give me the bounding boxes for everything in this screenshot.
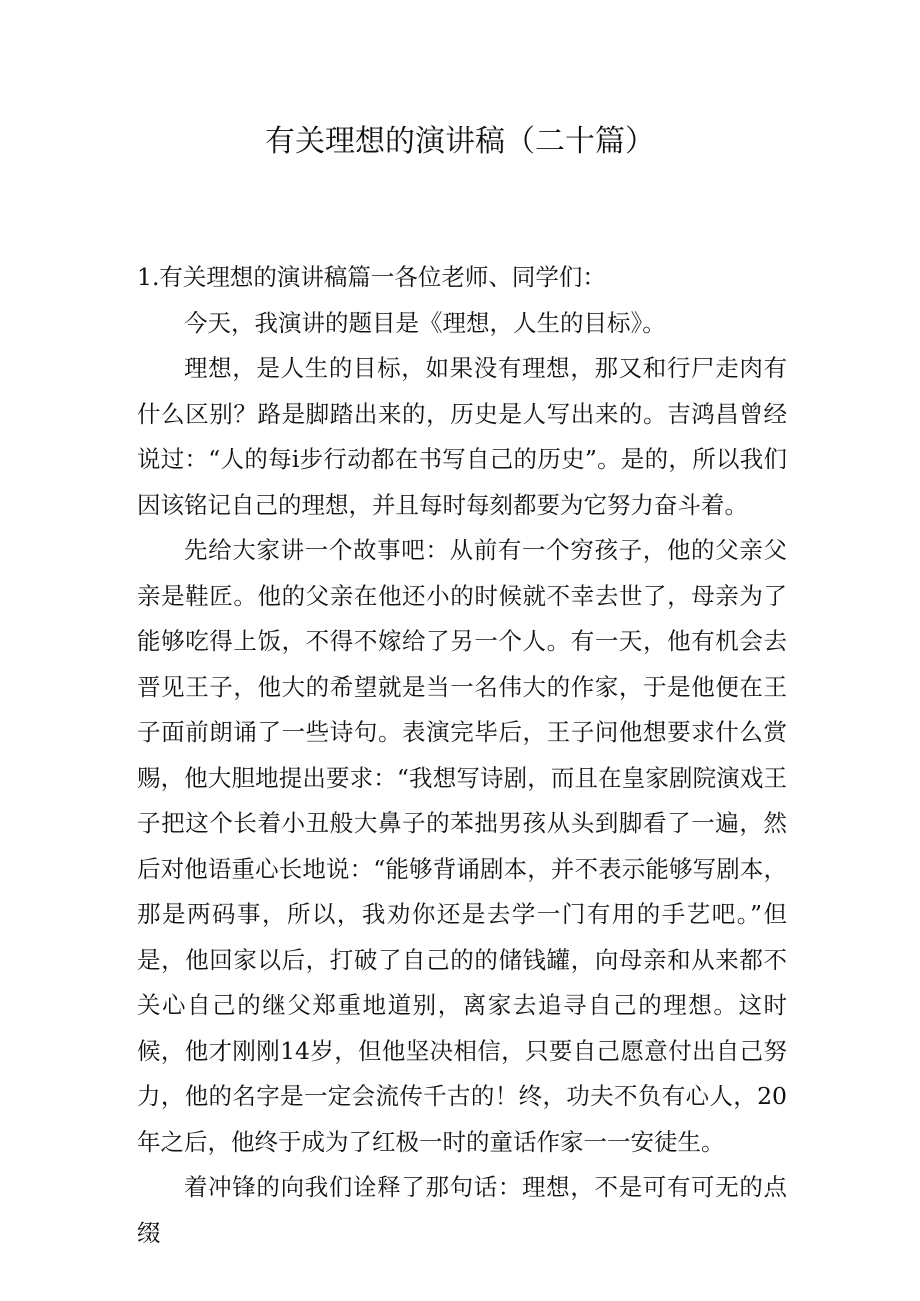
paragraph-ideal-meaning: 理想，是人生的目标，如果没有理想，那又和行尸走肉有什么区别？路是脚踏出来的，历史是人写出来的。吉鸿昌曾经说过：“人的每i步行动都在书写自己的历史”。是的，所以我们因该铭记自己的理想，并且每时每刻都要为它努力奋斗着。 — [137, 354, 787, 519]
document-body — [137, 255, 787, 1256]
document-title: 有关理想的演讲稿（二十篇） — [265, 124, 655, 159]
paragraph-speech-topic: 今天，我演讲的题目是《理想，人生的目标》。 — [184, 308, 666, 337]
paragraph-intro: 1.有关理想的演讲稿篇一各位老师、同学们： — [137, 263, 606, 291]
paragraph-story: 先给大家讲一个故事吧：从前有一个穷孩子，他的父亲父亲是鞋匠。他的父亲在他还小的时候就不幸去世了，母亲为了能够吃得上饭，不得不嫁给了另一个人。有一天，他有机会去晋见王子，他大的希望就是当一名伟大的作家，于是他便在王子面前朗诵了一些诗句。表演完毕后，王子问他想要求什么赏赐，他大胆地提出要求：“我想写诗剧，而且在皇家剧院演戏王子把这个长着小丑般大鼻子的苯拙男孩从头到脚看了一遍，然后对他语重心长地说：“能够背诵剧本，并不表示能够写剧本，那是两码事，所以，我劝你还是去学一门有用的手艺吧。”但是，他回家以后，打破了自己的的储钱罐，向母亲和从来都不关心自己的继父郑重地道别，离家去追寻自己的理想。这时候，他才刚刚14岁，但他坚决相信，只要自己愿意付出自己努力，他的名字是一定会流传千古的！终，功夫不负有心人，20年之后，他终于成为了红极一时的童话作家一一安徒生。 — [137, 536, 787, 1156]
paragraph-conclusion: 着冲锋的向我们诠释了那句话：理想，不是可有可无的点缀 — [137, 1173, 787, 1247]
